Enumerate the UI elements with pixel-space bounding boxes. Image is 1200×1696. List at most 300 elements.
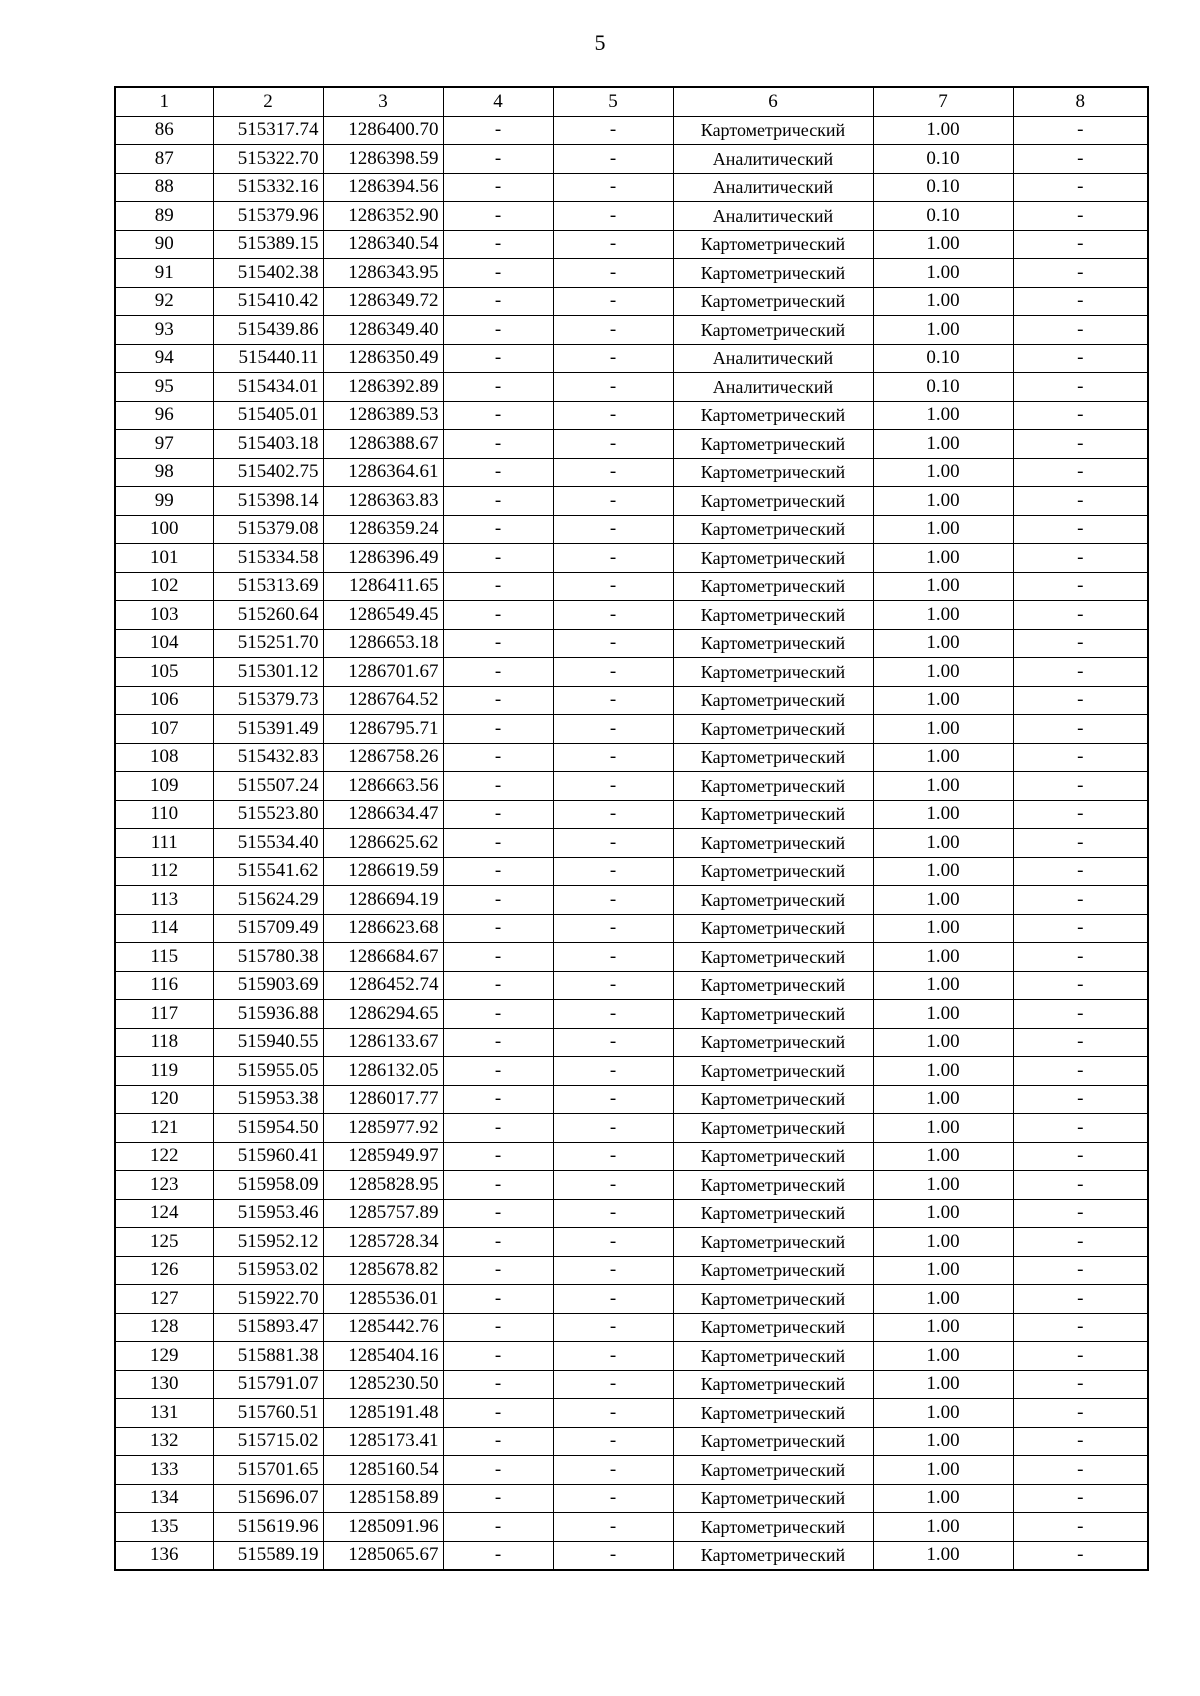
coordinate-x-cell: 515954.50 <box>213 1114 323 1143</box>
accuracy-cell: 1.00 <box>873 971 1013 1000</box>
column-4-cell: - <box>443 1285 553 1314</box>
coordinate-y-cell: 1286359.24 <box>323 515 443 544</box>
column-4-cell: - <box>443 230 553 259</box>
point-number-cell: 86 <box>115 116 213 145</box>
coordinate-x-cell: 515619.96 <box>213 1513 323 1542</box>
column-4-cell: - <box>443 886 553 915</box>
table-row <box>115 1484 1148 1513</box>
method-cell: Картометрический <box>673 430 873 459</box>
accuracy-cell: 1.00 <box>873 1028 1013 1057</box>
column-4-cell: - <box>443 743 553 772</box>
method-cell: Аналитический <box>673 373 873 402</box>
table-row <box>115 487 1148 516</box>
table-row <box>115 686 1148 715</box>
column-5-cell: - <box>553 173 673 202</box>
coordinate-x-cell: 515439.86 <box>213 316 323 345</box>
coordinate-y-cell: 1286653.18 <box>323 629 443 658</box>
coordinate-y-cell: 1286389.53 <box>323 401 443 430</box>
column-8-cell: - <box>1013 943 1148 972</box>
point-number-cell: 93 <box>115 316 213 345</box>
accuracy-cell: 1.00 <box>873 401 1013 430</box>
accuracy-cell: 1.00 <box>873 1456 1013 1485</box>
column-4-cell: - <box>443 1171 553 1200</box>
coordinate-y-cell: 1286634.47 <box>323 800 443 829</box>
point-number-cell: 114 <box>115 914 213 943</box>
method-cell: Картометрический <box>673 1228 873 1257</box>
method-cell: Картометрический <box>673 1171 873 1200</box>
table-row <box>115 629 1148 658</box>
coordinate-x-cell: 515881.38 <box>213 1342 323 1371</box>
column-8-cell: - <box>1013 772 1148 801</box>
accuracy-cell: 1.00 <box>873 230 1013 259</box>
point-number-cell: 124 <box>115 1199 213 1228</box>
column-8-cell: - <box>1013 971 1148 1000</box>
column-5-cell: - <box>553 1028 673 1057</box>
column-8-cell: - <box>1013 1541 1148 1570</box>
column-5-cell: - <box>553 800 673 829</box>
table-row <box>115 287 1148 316</box>
column-8-cell: - <box>1013 629 1148 658</box>
method-cell: Картометрический <box>673 914 873 943</box>
coordinate-x-cell: 515696.07 <box>213 1484 323 1513</box>
coordinate-x-cell: 515715.02 <box>213 1427 323 1456</box>
accuracy-cell: 0.10 <box>873 173 1013 202</box>
method-cell: Картометрический <box>673 259 873 288</box>
column-5-cell: - <box>553 202 673 231</box>
point-number-cell: 98 <box>115 458 213 487</box>
column-5-cell: - <box>553 145 673 174</box>
column-4-cell: - <box>443 316 553 345</box>
column-5-cell: - <box>553 230 673 259</box>
column-header-3: 3 <box>323 87 443 116</box>
column-5-cell: - <box>553 544 673 573</box>
coordinate-x-cell: 515701.65 <box>213 1456 323 1485</box>
coordinate-x-cell: 515903.69 <box>213 971 323 1000</box>
point-number-cell: 135 <box>115 1513 213 1542</box>
column-header-5: 5 <box>553 87 673 116</box>
coordinate-x-cell: 515922.70 <box>213 1285 323 1314</box>
table-row <box>115 373 1148 402</box>
coordinate-y-cell: 1286392.89 <box>323 373 443 402</box>
coordinate-y-cell: 1286684.67 <box>323 943 443 972</box>
table-row <box>115 715 1148 744</box>
point-number-cell: 118 <box>115 1028 213 1057</box>
accuracy-cell: 1.00 <box>873 1057 1013 1086</box>
table-row <box>115 316 1148 345</box>
table-row <box>115 829 1148 858</box>
coordinate-x-cell: 515709.49 <box>213 914 323 943</box>
column-5-cell: - <box>553 1228 673 1257</box>
method-cell: Картометрический <box>673 515 873 544</box>
column-5-cell: - <box>553 1114 673 1143</box>
coordinate-y-cell: 1286411.65 <box>323 572 443 601</box>
coordinate-y-cell: 1286549.45 <box>323 601 443 630</box>
coordinate-x-cell: 515760.51 <box>213 1399 323 1428</box>
column-8-cell: - <box>1013 1142 1148 1171</box>
table-row <box>115 1285 1148 1314</box>
column-5-cell: - <box>553 772 673 801</box>
table-row <box>115 515 1148 544</box>
column-4-cell: - <box>443 145 553 174</box>
column-4-cell: - <box>443 829 553 858</box>
column-5-cell: - <box>553 373 673 402</box>
column-5-cell: - <box>553 316 673 345</box>
point-number-cell: 115 <box>115 943 213 972</box>
table-row <box>115 1427 1148 1456</box>
coordinate-y-cell: 1286017.77 <box>323 1085 443 1114</box>
point-number-cell: 106 <box>115 686 213 715</box>
table-row <box>115 1199 1148 1228</box>
method-cell: Картометрический <box>673 1370 873 1399</box>
accuracy-cell: 1.00 <box>873 857 1013 886</box>
coordinate-y-cell: 1286133.67 <box>323 1028 443 1057</box>
coordinate-y-cell: 1285977.92 <box>323 1114 443 1143</box>
coordinate-y-cell: 1286350.49 <box>323 344 443 373</box>
table-row <box>115 1114 1148 1143</box>
table-row <box>115 1456 1148 1485</box>
column-4-cell: - <box>443 1342 553 1371</box>
accuracy-cell: 1.00 <box>873 316 1013 345</box>
point-number-cell: 87 <box>115 145 213 174</box>
column-4-cell: - <box>443 772 553 801</box>
coordinate-y-cell: 1285828.95 <box>323 1171 443 1200</box>
method-cell: Аналитический <box>673 173 873 202</box>
point-number-cell: 126 <box>115 1256 213 1285</box>
column-header-6: 6 <box>673 87 873 116</box>
column-5-cell: - <box>553 1285 673 1314</box>
column-8-cell: - <box>1013 686 1148 715</box>
column-4-cell: - <box>443 1399 553 1428</box>
coordinate-y-cell: 1286352.90 <box>323 202 443 231</box>
column-4-cell: - <box>443 1256 553 1285</box>
table-row <box>115 1370 1148 1399</box>
coordinate-x-cell: 515332.16 <box>213 173 323 202</box>
coordinate-x-cell: 515434.01 <box>213 373 323 402</box>
coordinate-y-cell: 1286363.83 <box>323 487 443 516</box>
coordinate-x-cell: 515953.02 <box>213 1256 323 1285</box>
column-5-cell: - <box>553 1142 673 1171</box>
column-4-cell: - <box>443 1142 553 1171</box>
coordinate-x-cell: 515523.80 <box>213 800 323 829</box>
method-cell: Картометрический <box>673 686 873 715</box>
method-cell: Картометрический <box>673 1313 873 1342</box>
column-5-cell: - <box>553 1342 673 1371</box>
method-cell: Картометрический <box>673 1456 873 1485</box>
method-cell: Картометрический <box>673 800 873 829</box>
column-5-cell: - <box>553 1541 673 1570</box>
method-cell: Аналитический <box>673 344 873 373</box>
column-4-cell: - <box>443 1484 553 1513</box>
column-4-cell: - <box>443 487 553 516</box>
coordinate-x-cell: 515940.55 <box>213 1028 323 1057</box>
column-5-cell: - <box>553 629 673 658</box>
column-5-cell: - <box>553 1456 673 1485</box>
coordinate-x-cell: 515780.38 <box>213 943 323 972</box>
point-number-cell: 99 <box>115 487 213 516</box>
accuracy-cell: 1.00 <box>873 943 1013 972</box>
column-8-cell: - <box>1013 1114 1148 1143</box>
method-cell: Картометрический <box>673 1342 873 1371</box>
column-8-cell: - <box>1013 743 1148 772</box>
column-8-cell: - <box>1013 1085 1148 1114</box>
table-row <box>115 544 1148 573</box>
point-number-cell: 109 <box>115 772 213 801</box>
table-row <box>115 1541 1148 1570</box>
table-row <box>115 943 1148 972</box>
coordinates-table <box>114 86 1149 1571</box>
point-number-cell: 134 <box>115 1484 213 1513</box>
column-5-cell: - <box>553 829 673 858</box>
table-row <box>115 116 1148 145</box>
column-header-1: 1 <box>115 87 213 116</box>
coordinate-y-cell: 1285678.82 <box>323 1256 443 1285</box>
column-header-7: 7 <box>873 87 1013 116</box>
table-row <box>115 800 1148 829</box>
coordinate-x-cell: 515391.49 <box>213 715 323 744</box>
point-number-cell: 119 <box>115 1057 213 1086</box>
accuracy-cell: 1.00 <box>873 430 1013 459</box>
point-number-cell: 128 <box>115 1313 213 1342</box>
coordinate-y-cell: 1286132.05 <box>323 1057 443 1086</box>
point-number-cell: 100 <box>115 515 213 544</box>
method-cell: Картометрический <box>673 1199 873 1228</box>
method-cell: Картометрический <box>673 601 873 630</box>
method-cell: Картометрический <box>673 1114 873 1143</box>
coordinate-x-cell: 515334.58 <box>213 544 323 573</box>
method-cell: Картометрический <box>673 1399 873 1428</box>
method-cell: Картометрический <box>673 857 873 886</box>
coordinate-y-cell: 1286340.54 <box>323 230 443 259</box>
point-number-cell: 129 <box>115 1342 213 1371</box>
coordinate-y-cell: 1286400.70 <box>323 116 443 145</box>
column-8-cell: - <box>1013 800 1148 829</box>
column-5-cell: - <box>553 1484 673 1513</box>
coordinate-y-cell: 1285728.34 <box>323 1228 443 1257</box>
method-cell: Картометрический <box>673 743 873 772</box>
accuracy-cell: 1.00 <box>873 829 1013 858</box>
column-8-cell: - <box>1013 914 1148 943</box>
point-number-cell: 94 <box>115 344 213 373</box>
coordinate-y-cell: 1286394.56 <box>323 173 443 202</box>
point-number-cell: 130 <box>115 1370 213 1399</box>
column-8-cell: - <box>1013 373 1148 402</box>
coordinate-x-cell: 515403.18 <box>213 430 323 459</box>
accuracy-cell: 0.10 <box>873 145 1013 174</box>
column-4-cell: - <box>443 430 553 459</box>
method-cell: Картометрический <box>673 487 873 516</box>
column-8-cell: - <box>1013 1399 1148 1428</box>
accuracy-cell: 1.00 <box>873 800 1013 829</box>
table-row <box>115 743 1148 772</box>
table-row <box>115 1171 1148 1200</box>
coordinate-y-cell: 1286398.59 <box>323 145 443 174</box>
column-4-cell: - <box>443 943 553 972</box>
point-number-cell: 131 <box>115 1399 213 1428</box>
coordinate-x-cell: 515953.46 <box>213 1199 323 1228</box>
table-row <box>115 1000 1148 1029</box>
coordinate-x-cell: 515432.83 <box>213 743 323 772</box>
column-8-cell: - <box>1013 145 1148 174</box>
accuracy-cell: 1.00 <box>873 1399 1013 1428</box>
accuracy-cell: 0.10 <box>873 344 1013 373</box>
column-8-cell: - <box>1013 515 1148 544</box>
coordinate-x-cell: 515379.08 <box>213 515 323 544</box>
accuracy-cell: 1.00 <box>873 886 1013 915</box>
column-8-cell: - <box>1013 544 1148 573</box>
point-number-cell: 95 <box>115 373 213 402</box>
column-4-cell: - <box>443 1057 553 1086</box>
accuracy-cell: 1.00 <box>873 1541 1013 1570</box>
column-5-cell: - <box>553 572 673 601</box>
accuracy-cell: 1.00 <box>873 1342 1013 1371</box>
column-header-4: 4 <box>443 87 553 116</box>
column-8-cell: - <box>1013 202 1148 231</box>
column-8-cell: - <box>1013 430 1148 459</box>
column-4-cell: - <box>443 1028 553 1057</box>
column-5-cell: - <box>553 1427 673 1456</box>
point-number-cell: 110 <box>115 800 213 829</box>
coordinate-x-cell: 515953.38 <box>213 1085 323 1114</box>
method-cell: Картометрический <box>673 544 873 573</box>
method-cell: Картометрический <box>673 943 873 972</box>
point-number-cell: 113 <box>115 886 213 915</box>
column-4-cell: - <box>443 173 553 202</box>
column-5-cell: - <box>553 515 673 544</box>
coordinate-y-cell: 1285230.50 <box>323 1370 443 1399</box>
method-cell: Картометрический <box>673 1513 873 1542</box>
table-row <box>115 259 1148 288</box>
coordinate-y-cell: 1286764.52 <box>323 686 443 715</box>
method-cell: Картометрический <box>673 1085 873 1114</box>
accuracy-cell: 1.00 <box>873 1000 1013 1029</box>
column-5-cell: - <box>553 401 673 430</box>
accuracy-cell: 1.00 <box>873 1513 1013 1542</box>
coordinate-x-cell: 515389.15 <box>213 230 323 259</box>
method-cell: Картометрический <box>673 116 873 145</box>
accuracy-cell: 1.00 <box>873 458 1013 487</box>
column-8-cell: - <box>1013 1456 1148 1485</box>
column-4-cell: - <box>443 1313 553 1342</box>
method-cell: Картометрический <box>673 1427 873 1456</box>
coordinate-x-cell: 515589.19 <box>213 1541 323 1570</box>
column-4-cell: - <box>443 1000 553 1029</box>
coordinate-x-cell: 515541.62 <box>213 857 323 886</box>
method-cell: Картометрический <box>673 629 873 658</box>
point-number-cell: 105 <box>115 658 213 687</box>
coordinate-x-cell: 515313.69 <box>213 572 323 601</box>
method-cell: Картометрический <box>673 1028 873 1057</box>
column-5-cell: - <box>553 1057 673 1086</box>
column-4-cell: - <box>443 259 553 288</box>
point-number-cell: 120 <box>115 1085 213 1114</box>
column-5-cell: - <box>553 601 673 630</box>
column-4-cell: - <box>443 1541 553 1570</box>
coordinate-y-cell: 1286343.95 <box>323 259 443 288</box>
accuracy-cell: 0.10 <box>873 202 1013 231</box>
accuracy-cell: 1.00 <box>873 772 1013 801</box>
column-5-cell: - <box>553 1513 673 1542</box>
method-cell: Картометрический <box>673 230 873 259</box>
column-4-cell: - <box>443 629 553 658</box>
accuracy-cell: 1.00 <box>873 1142 1013 1171</box>
column-8-cell: - <box>1013 1285 1148 1314</box>
method-cell: Аналитический <box>673 202 873 231</box>
column-5-cell: - <box>553 487 673 516</box>
column-5-cell: - <box>553 458 673 487</box>
column-8-cell: - <box>1013 572 1148 601</box>
coordinate-y-cell: 1286623.68 <box>323 914 443 943</box>
point-number-cell: 117 <box>115 1000 213 1029</box>
point-number-cell: 92 <box>115 287 213 316</box>
column-5-cell: - <box>553 287 673 316</box>
table-row <box>115 145 1148 174</box>
coordinate-x-cell: 515507.24 <box>213 772 323 801</box>
column-5-cell: - <box>553 1199 673 1228</box>
coordinate-x-cell: 515317.74 <box>213 116 323 145</box>
accuracy-cell: 1.00 <box>873 715 1013 744</box>
column-8-cell: - <box>1013 1484 1148 1513</box>
column-5-cell: - <box>553 658 673 687</box>
point-number-cell: 88 <box>115 173 213 202</box>
column-5-cell: - <box>553 857 673 886</box>
coordinate-x-cell: 515322.70 <box>213 145 323 174</box>
table-row <box>115 1399 1148 1428</box>
column-4-cell: - <box>443 401 553 430</box>
coordinate-y-cell: 1286452.74 <box>323 971 443 1000</box>
table-row <box>115 1057 1148 1086</box>
coordinate-x-cell: 515960.41 <box>213 1142 323 1171</box>
column-4-cell: - <box>443 715 553 744</box>
accuracy-cell: 1.00 <box>873 544 1013 573</box>
column-8-cell: - <box>1013 1513 1148 1542</box>
point-number-cell: 111 <box>115 829 213 858</box>
point-number-cell: 125 <box>115 1228 213 1257</box>
coordinate-y-cell: 1285160.54 <box>323 1456 443 1485</box>
coordinate-x-cell: 515405.01 <box>213 401 323 430</box>
coordinate-x-cell: 515893.47 <box>213 1313 323 1342</box>
column-4-cell: - <box>443 1199 553 1228</box>
point-number-cell: 108 <box>115 743 213 772</box>
column-4-cell: - <box>443 544 553 573</box>
column-4-cell: - <box>443 458 553 487</box>
table-row <box>115 401 1148 430</box>
accuracy-cell: 1.00 <box>873 686 1013 715</box>
coordinate-y-cell: 1286619.59 <box>323 857 443 886</box>
column-5-cell: - <box>553 686 673 715</box>
coordinate-y-cell: 1286694.19 <box>323 886 443 915</box>
coordinate-x-cell: 515410.42 <box>213 287 323 316</box>
column-5-cell: - <box>553 1085 673 1114</box>
accuracy-cell: 1.00 <box>873 259 1013 288</box>
column-4-cell: - <box>443 971 553 1000</box>
method-cell: Картометрический <box>673 1484 873 1513</box>
accuracy-cell: 1.00 <box>873 1171 1013 1200</box>
point-number-cell: 127 <box>115 1285 213 1314</box>
table-row <box>115 658 1148 687</box>
column-5-cell: - <box>553 743 673 772</box>
column-5-cell: - <box>553 1370 673 1399</box>
point-number-cell: 97 <box>115 430 213 459</box>
column-8-cell: - <box>1013 857 1148 886</box>
column-8-cell: - <box>1013 259 1148 288</box>
accuracy-cell: 1.00 <box>873 601 1013 630</box>
column-4-cell: - <box>443 914 553 943</box>
column-5-cell: - <box>553 116 673 145</box>
table-row <box>115 344 1148 373</box>
table-row <box>115 886 1148 915</box>
column-8-cell: - <box>1013 886 1148 915</box>
coordinate-y-cell: 1286795.71 <box>323 715 443 744</box>
